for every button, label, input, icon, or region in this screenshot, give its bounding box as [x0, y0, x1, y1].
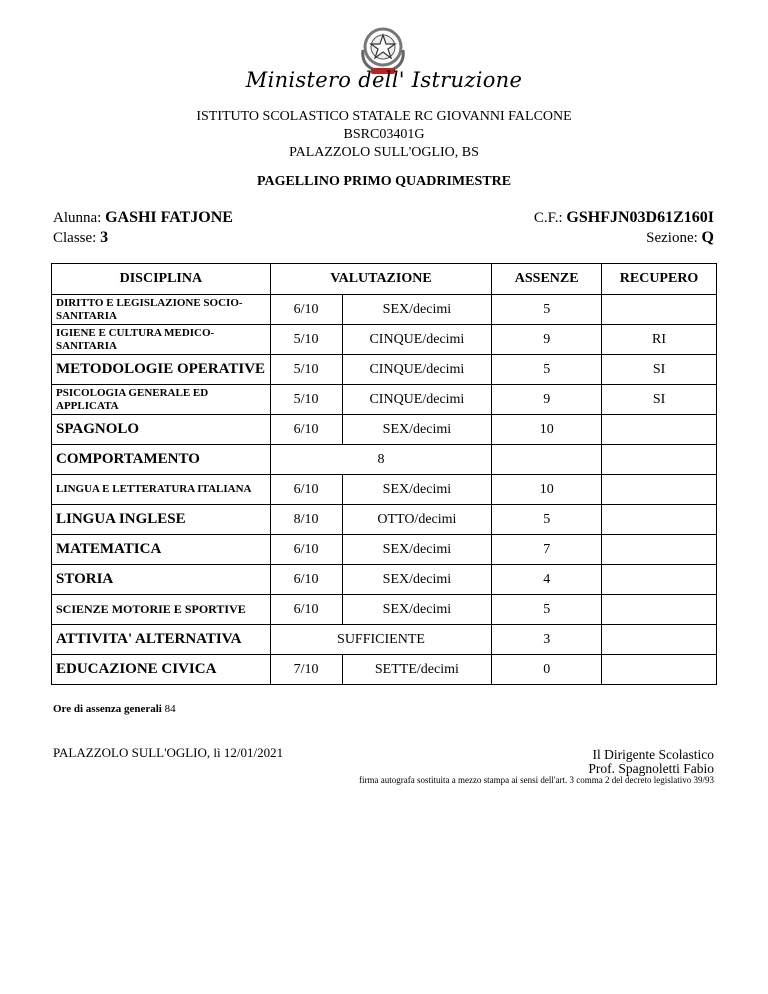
recovery-cell: SI [602, 385, 717, 415]
table-row [52, 325, 717, 355]
grade-merged-cell: 8 [270, 445, 492, 475]
grade-cell: 6/10 [270, 565, 342, 595]
subject-cell: SPAGNOLO [52, 415, 271, 445]
recovery-cell [602, 415, 717, 445]
section-value: Q [701, 229, 714, 246]
grade-merged-cell: SUFFICIENTE [270, 625, 492, 655]
recovery-cell [602, 475, 717, 505]
total-absences-line [53, 703, 176, 715]
grade-cell: 7/10 [270, 655, 342, 685]
header-recovery: RECUPERO [602, 264, 717, 295]
subject-cell: ATTIVITA' ALTERNATIVA [52, 625, 271, 655]
header-discipline: DISCIPLINA [52, 264, 271, 295]
place-date: PALAZZOLO SULL'OGLIO, lì 12/01/2021 [53, 745, 284, 760]
absences-cell: 10 [492, 415, 602, 445]
grade-text-cell: SEX/decimi [342, 565, 492, 595]
fiscal-code-line [534, 208, 714, 228]
recovery-cell [602, 655, 717, 685]
table-row [52, 565, 717, 595]
table-row [52, 415, 717, 445]
student-name-label: Alunna: [53, 210, 102, 226]
absences-cell: 10 [492, 475, 602, 505]
absences-cell: 5 [492, 595, 602, 625]
signature-note: firma autografa sostituita a mezzo stampa ai sensi dell'art. 3 comma 2 del decreto legislativo 39/93 [358, 775, 714, 785]
absences-cell: 5 [492, 295, 602, 325]
grade-text-cell: SETTE/decimi [342, 655, 492, 685]
grade-cell: 5/10 [270, 355, 342, 385]
total-absences-value: 84 [164, 703, 176, 715]
grade-cell: 6/10 [270, 595, 342, 625]
grade-cell: 6/10 [270, 475, 342, 505]
fiscal-code-label: C.F.: [533, 210, 563, 226]
absences-cell: 9 [492, 325, 602, 355]
subject-cell: METODOLOGIE OPERATIVE [52, 355, 271, 385]
recovery-cell [602, 625, 717, 655]
absences-cell: 5 [492, 505, 602, 535]
recovery-cell [602, 295, 717, 325]
grade-cell: 6/10 [270, 295, 342, 325]
subject-cell: EDUCAZIONE CIVICA [52, 655, 271, 685]
absences-cell: 0 [492, 655, 602, 685]
signer-name: Prof. Spagnoletti Fabio [588, 761, 714, 776]
table-row [52, 295, 717, 325]
grade-cell: 6/10 [270, 415, 342, 445]
report-title: PAGELLINO PRIMO QUADRIMESTRE [256, 174, 512, 189]
absences-cell: 3 [492, 625, 602, 655]
total-absences-label: Ore di assenza generali [53, 703, 162, 715]
grade-cell: 8/10 [270, 505, 342, 535]
table-row [52, 535, 717, 565]
class-label: Classe: [53, 230, 97, 246]
recovery-cell [602, 595, 717, 625]
grade-cell: 5/10 [270, 325, 342, 355]
absences-cell [492, 445, 602, 475]
table-row [52, 505, 717, 535]
subject-cell: DIRITTO E LEGISLAZIONE SOCIO-SANITARIA [52, 295, 271, 325]
subject-cell: STORIA [52, 565, 271, 595]
class-line [53, 228, 108, 248]
fiscal-code: GSHFJN03D61Z160I [566, 209, 714, 226]
header-evaluation: VALUTAZIONE [270, 264, 492, 295]
ministry-name: Ministero dell' Istruzione [245, 68, 523, 92]
grade-text-cell: SEX/decimi [342, 415, 492, 445]
grade-cell: 5/10 [270, 385, 342, 415]
grade-text-cell: OTTO/decimi [342, 505, 492, 535]
absences-cell: 7 [492, 535, 602, 565]
table-row [52, 445, 717, 475]
grade-text-cell: SEX/decimi [342, 295, 492, 325]
school-city: PALAZZOLO SULL'OGLIO, BS [289, 145, 479, 160]
grade-cell: 6/10 [270, 535, 342, 565]
student-name: GASHI FATJONE [105, 209, 233, 226]
recovery-cell: RI [602, 325, 717, 355]
recovery-cell [602, 535, 717, 565]
table-row [52, 475, 717, 505]
signature-block [588, 748, 714, 776]
school-name: ISTITUTO SCOLASTICO STATALE RC GIOVANNI FALCONE [196, 109, 572, 124]
grade-text-cell: CINQUE/decimi [342, 385, 492, 415]
subject-cell: LINGUA INGLESE [52, 505, 271, 535]
grade-text-cell: CINQUE/decimi [342, 325, 492, 355]
absences-cell: 9 [492, 385, 602, 415]
recovery-cell [602, 505, 717, 535]
section-label: Sezione: [646, 230, 698, 246]
table-row [52, 655, 717, 685]
class-value: 3 [100, 229, 109, 246]
grade-text-cell: SEX/decimi [342, 475, 492, 505]
grade-text-cell: SEX/decimi [342, 535, 492, 565]
absences-cell: 5 [492, 355, 602, 385]
subject-cell: IGIENE E CULTURA MEDICO-SANITARIA [52, 325, 271, 355]
table-row [52, 355, 717, 385]
subject-cell: MATEMATICA [52, 535, 271, 565]
recovery-cell [602, 445, 717, 475]
recovery-cell [602, 565, 717, 595]
absences-cell: 4 [492, 565, 602, 595]
grade-text-cell: SEX/decimi [342, 595, 492, 625]
grade-text-cell: CINQUE/decimi [342, 355, 492, 385]
student-name-line [53, 208, 233, 228]
subject-cell: PSICOLOGIA GENERALE ED APPLICATA [52, 385, 271, 415]
grades-table [51, 263, 717, 685]
subject-cell: SCIENZE MOTORIE E SPORTIVE [52, 595, 271, 625]
subject-cell: LINGUA E LETTERATURA ITALIANA [52, 475, 271, 505]
school-code: BSRC03401G [343, 127, 425, 142]
signer-role: Il Dirigente Scolastico [592, 747, 714, 762]
subject-cell: COMPORTAMENTO [52, 445, 271, 475]
table-row [52, 385, 717, 415]
table-row [52, 595, 717, 625]
header-absences: ASSENZE [492, 264, 602, 295]
section-line [646, 228, 714, 248]
table-row [52, 625, 717, 655]
recovery-cell: SI [602, 355, 717, 385]
